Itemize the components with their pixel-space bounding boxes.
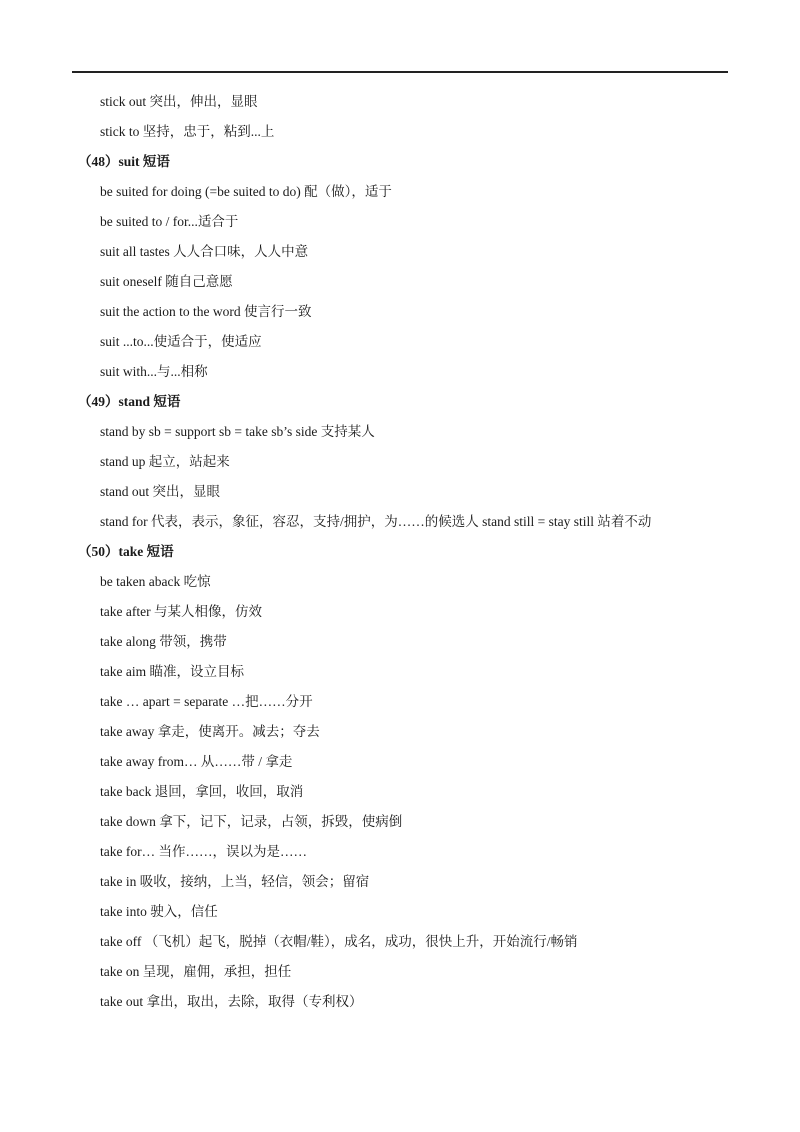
phrase-entry: stick to 坚持，忠于，粘到...上 xyxy=(100,124,275,139)
phrase-entry: take off （飞机）起飞，脱掉（衣帽/鞋），成名，成功，很快上升，开始流行/畅销 xyxy=(100,934,578,949)
phrase-entry: be suited for doing (=be suited to do) 配（做），适于 xyxy=(100,184,392,199)
phrase-entry: stand by sb = support sb = take sb’s side 支持某人 xyxy=(100,424,375,439)
phrase-entry: suit ...to...使适合于，使适应 xyxy=(100,334,262,349)
phrase-entry: suit oneself 随自己意愿 xyxy=(100,274,233,289)
phrase-entry: stand for 代表，表示，象征，容忍，支持/拥护，为……的候选人 stand still = stay still 站着不动 xyxy=(100,514,652,529)
phrase-entry: take into 驶入，信任 xyxy=(100,904,218,919)
phrase-entry: take away 拿走，使离开。减去；夺去 xyxy=(100,724,320,739)
phrase-entry: stand out 突出，显眼 xyxy=(100,484,220,499)
phrase-entry: suit with...与...相称 xyxy=(100,364,208,379)
phrase-entry: suit all tastes 人人合口味，人人中意 xyxy=(100,244,309,259)
phrase-entry: stick out 突出，伸出，显眼 xyxy=(100,94,258,109)
phrase-entry: stand up 起立，站起来 xyxy=(100,454,230,469)
phrase-entry: take back 退回，拿回，收回，取消 xyxy=(100,784,304,799)
phrase-entry: take down 拿下，记下，记录，占领，拆毁，使病倒 xyxy=(100,814,403,829)
phrase-entry: take away from… 从……带 / 拿走 xyxy=(100,754,293,769)
section-heading: （48）suit 短语 xyxy=(78,154,170,169)
phrase-entry: take after 与某人相像，仿效 xyxy=(100,604,262,619)
section-heading: （49）stand 短语 xyxy=(78,394,181,409)
phrase-entry: take out 拿出，取出，去除，取得（专利权） xyxy=(100,994,363,1009)
phrase-entry: suit the action to the word 使言行一致 xyxy=(100,304,312,319)
phrase-entry: be taken aback 吃惊 xyxy=(100,574,211,589)
header-rule xyxy=(72,71,728,73)
phrase-entry: be suited to / for...适合于 xyxy=(100,214,239,229)
phrase-entry: take in 吸收，接纳，上当，轻信，领会；留宿 xyxy=(100,874,370,889)
section-heading: （50）take 短语 xyxy=(78,544,174,559)
phrase-entry: take … apart = separate …把……分开 xyxy=(100,694,313,709)
phrase-entry: take aim 瞄准，设立目标 xyxy=(100,664,244,679)
phrase-entry: take on 呈现，雇佣，承担，担任 xyxy=(100,964,292,979)
phrase-entry: take for… 当作……，误以为是…… xyxy=(100,844,307,859)
phrase-entry: take along 带领，携带 xyxy=(100,634,227,649)
